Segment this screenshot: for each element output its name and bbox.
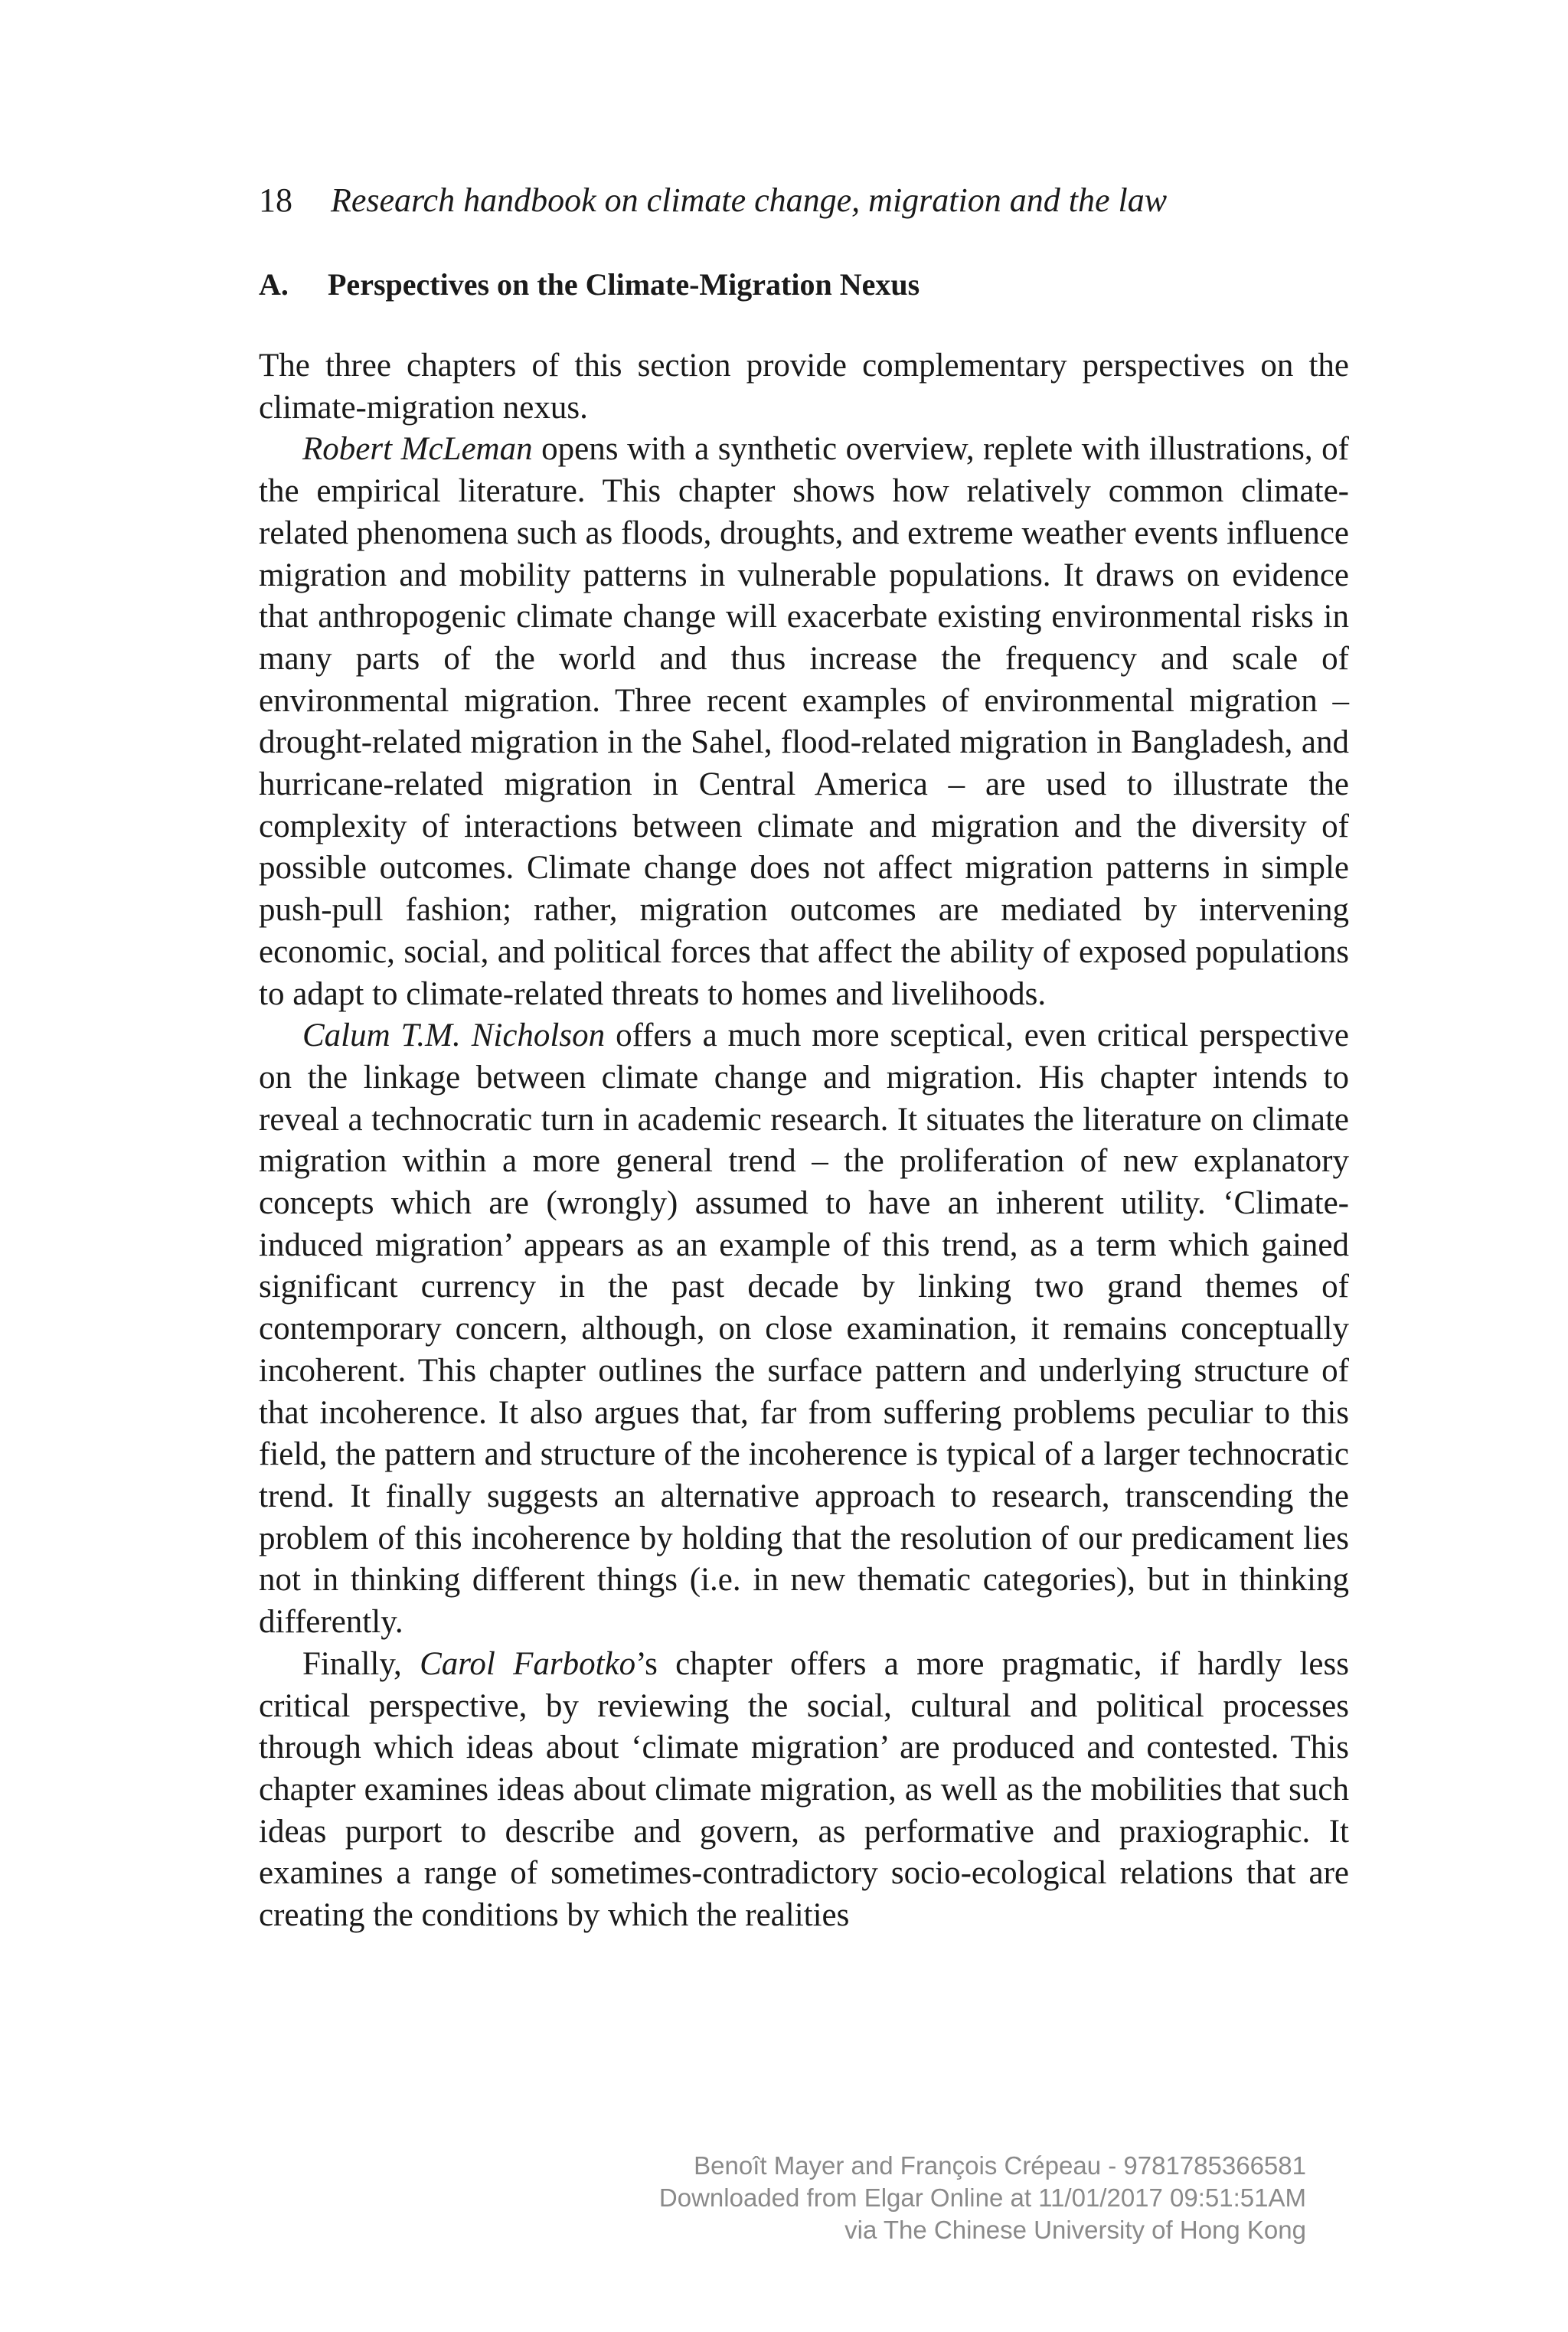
paragraph-nicholson: [259, 1015, 1349, 1644]
paragraph-lead: Finally,: [302, 1645, 420, 1682]
watermark-line-authors: Benoît Mayer and François Crépeau - 9781785366581: [694, 2151, 1306, 2180]
paragraph-mcleman: [259, 429, 1349, 1015]
paragraph-text: opens with a synthetic overview, replete with illustrations, of the empirical literature. This chapter shows how relatively common climate-related phenomena such as floods, droughts, and extreme weather events influence migration and mobility patterns in vulnerable populations. It draws on evidence that anthropogenic climate change will exacerbate existing environmental risks in many parts of the world and thus increase the frequency and scale of environmental migration. Three recent examples of environmental migration – drought-related migration in the Sahel, flood-related migration in Bangladesh, and hurricane-related migration in Central America – are used to illustrate the complexity of interactions between climate and migration and the diversity of possible outcomes. Climate change does not affect migration patterns in simple push-pull fashion; rather, migration outcomes are mediated by intervening economic, social, and political forces that affect the ability of exposed populations to adapt to climate-related threats to homes and livelihoods.: [259, 431, 1349, 1012]
body-text: [259, 345, 1349, 1937]
watermark-line-download: Downloaded from Elgar Online at 11/01/2017 09:51:51AM: [658, 2183, 1306, 2212]
paragraph-intro: [259, 345, 1349, 429]
book-title: Research handbook on climate change, migration and the law: [331, 181, 1168, 219]
section-heading: [259, 263, 920, 306]
paragraph-farbotko: [259, 1644, 1349, 1937]
author-name: Robert McLeman: [302, 431, 533, 468]
section-letter: A.: [259, 267, 289, 302]
section-title: Perspectives on the Climate-Migration Nexus: [328, 267, 920, 302]
author-name: Calum T.M. Nicholson: [302, 1017, 606, 1054]
paragraph-text: offers a much more sceptical, even critical perspective on the linkage between climate change and migration. His chapter intends to reveal a technocratic turn in academic research. It situates the literature on climate migration within a more general trend – the proliferation of new explanatory concepts which are (wrongly) assumed to have an inherent utility. ‘Climate-induced migration’ appears as an example of this trend, as a term which gained significant currency in the past decade by linking two grand themes of contemporary concern, although, on close examination, it remains conceptually incoherent. This chapter outlines the surface pattern and underlying structure of that incoherence. It also argues that, far from suffering problems peculiar to this field, the pattern and structure of the incoherence is typical of a larger technocratic trend. It finally suggests an alternative approach to research, transcending the problem of this incoherence by holding that the resolution of our predicament lies not in thinking different things (i.e. in new thematic categories), but in thinking differently.: [259, 1017, 1349, 1641]
page-number: 18: [259, 181, 292, 219]
download-watermark: [659, 2150, 1306, 2246]
watermark-line-institution: via The Chinese University of Hong Kong: [844, 2216, 1306, 2244]
paragraph-text: ’s chapter offers a more pragmatic, if hardly less critical perspective, by reviewing the social, cultural and political processes through which ideas about ‘climate migration’ are produced and contested. This chapter examines ideas about climate migration, as well as the mobilities that such ideas purport to describe and govern, as performative and praxiographic. It examines a range of sometimes-contradictory socio-ecological relations that are creating the conditions by which the realities: [259, 1645, 1349, 1934]
running-header: [259, 179, 1167, 222]
author-name: Carol Farbotko: [420, 1645, 636, 1682]
paragraph-intro-text: The three chapters of this section provide complementary perspectives on the climate-migration nexus.: [259, 348, 1349, 426]
